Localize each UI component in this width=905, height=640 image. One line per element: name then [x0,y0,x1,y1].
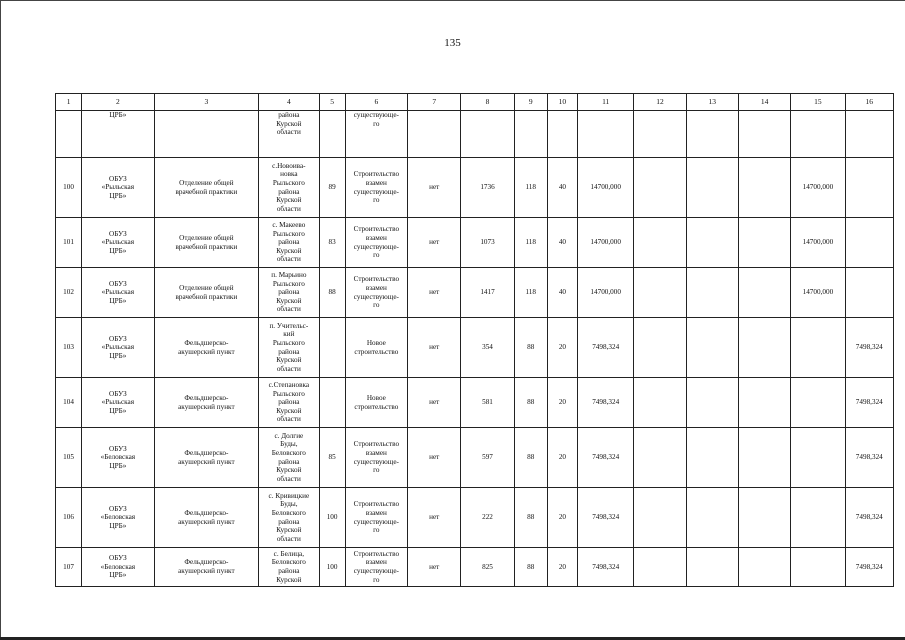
table-cell: нет [408,548,461,587]
header-cell: 16 [845,94,893,111]
amount-cell: 14700,000 [578,268,634,318]
table-cell [56,111,82,158]
table-cell: 88 [514,428,547,488]
work-cell: Новое строительство [345,378,407,428]
table-cell: нет [408,268,461,318]
table-cell: 20 [547,318,577,378]
table-cell: нет [408,428,461,488]
table-cell: 222 [461,488,514,548]
table-cell: 88 [514,318,547,378]
amount-cell: 7498,324 [845,378,893,428]
org-cell: ОБУЗ «Рыльская ЦРБ» [82,378,154,428]
amount-cell [845,268,893,318]
table-cell [738,488,790,548]
page-left-border [0,0,1,640]
object-cell: Фельдшерско- акушерский пункт [154,488,259,548]
header-row [56,94,894,111]
org-cell: ЦРБ» [82,111,154,158]
location-cell: п. Учительс- кий Рыльского района Курской области [259,318,319,378]
table-cell: нет [408,378,461,428]
table-cell [154,111,259,158]
table-cell [686,428,738,488]
amount-cell: 7498,324 [578,488,634,548]
table-cell [578,111,634,158]
table-cell: 581 [461,378,514,428]
work-cell: Строительство взамен существующе- го [345,488,407,548]
amount-cell: 7498,324 [578,548,634,587]
table-body [56,94,894,587]
table-cell [686,111,738,158]
amount-cell: 7498,324 [578,428,634,488]
amount-cell: 14700,000 [791,268,845,318]
amount-cell: 14700,000 [578,158,634,218]
amount-cell [791,428,845,488]
org-cell: ОБУЗ «Рыльская ЦРБ» [82,218,154,268]
object-cell: Отделение общей врачебной практики [154,158,259,218]
table-cell [408,111,461,158]
table-cell: 88 [514,488,547,548]
table-cell [738,158,790,218]
amount-cell [845,218,893,268]
table-cell: 40 [547,158,577,218]
table-cell [319,378,345,428]
table-cell [319,318,345,378]
table-cell: 20 [547,548,577,587]
table-cell: 597 [461,428,514,488]
table-row [56,378,894,428]
table-cell [634,158,686,218]
work-cell: Строительство взамен существующе- го [345,428,407,488]
org-cell: ОБУЗ «Беловская ЦРБ» [82,548,154,587]
table-cell [634,318,686,378]
amount-cell: 7498,324 [578,378,634,428]
location-cell: с. Макеево Рыльского района Курской области [259,218,319,268]
table-cell [547,111,577,158]
work-cell: существующе- го [345,111,407,158]
header-cell: 11 [578,94,634,111]
table-cell [461,111,514,158]
header-cell: 12 [634,94,686,111]
number-cell: 106 [56,488,82,548]
number-cell: 102 [56,268,82,318]
object-cell: Отделение общей врачебной практики [154,218,259,268]
table-cell [634,548,686,587]
header-cell: 10 [547,94,577,111]
table-cell: 118 [514,268,547,318]
table-cell: 354 [461,318,514,378]
table-cell [514,111,547,158]
amount-cell [791,318,845,378]
table-cell: нет [408,318,461,378]
table-cell [738,111,790,158]
object-cell: Фельдшерско- акушерский пункт [154,318,259,378]
number-cell: 104 [56,378,82,428]
org-cell: ОБУЗ «Рыльская ЦРБ» [82,158,154,218]
table-cell [634,378,686,428]
table-cell: 1736 [461,158,514,218]
table-cell [738,428,790,488]
location-cell: с. Кривицкие Буды, Беловского района Курской области [259,488,319,548]
page-number: 135 [444,37,461,49]
table-cell: 825 [461,548,514,587]
header-cell: 4 [259,94,319,111]
work-cell: Строительство взамен существующе- го [345,268,407,318]
table-cell [686,268,738,318]
table-cell [634,218,686,268]
table-cell [791,111,845,158]
table-cell [738,318,790,378]
table-cell: 88 [319,268,345,318]
amount-cell: 7498,324 [845,488,893,548]
table-cell [738,268,790,318]
location-cell: с.Степановка Рыльского района Курской области [259,378,319,428]
work-cell: Строительство взамен существующе- го [345,218,407,268]
work-cell: Строительство взамен существующе- го [345,548,407,587]
table-cell [738,378,790,428]
table-row [56,268,894,318]
table-cell: 88 [514,548,547,587]
table-row [56,158,894,218]
table-cell [686,548,738,587]
table-cell: 85 [319,428,345,488]
org-cell: ОБУЗ «Беловская ЦРБ» [82,488,154,548]
table-row [56,218,894,268]
table-row [56,488,894,548]
table-cell: 1417 [461,268,514,318]
header-cell: 7 [408,94,461,111]
table-cell: 1073 [461,218,514,268]
org-cell: ОБУЗ «Рыльская ЦРБ» [82,318,154,378]
header-cell: 3 [154,94,259,111]
table-cell [686,218,738,268]
table-cell: 20 [547,428,577,488]
object-cell: Фельдшерско- акушерский пункт [154,548,259,587]
table-cell [686,318,738,378]
header-cell: 15 [791,94,845,111]
work-cell: Новое строительство [345,318,407,378]
table-cell [686,378,738,428]
number-cell: 101 [56,218,82,268]
amount-cell [791,548,845,587]
table-row [56,428,894,488]
number-cell: 100 [56,158,82,218]
header-cell: 2 [82,94,154,111]
table-cell: 89 [319,158,345,218]
table-cell: 100 [319,488,345,548]
header-cell: 1 [56,94,82,111]
location-cell: п. Марьино Рыльского района Курской области [259,268,319,318]
org-cell: ОБУЗ «Беловская ЦРБ» [82,428,154,488]
table-cell [634,268,686,318]
header-cell: 8 [461,94,514,111]
table-cell: нет [408,488,461,548]
table-cell: 20 [547,488,577,548]
table-cell: нет [408,158,461,218]
amount-cell [791,488,845,548]
amount-cell: 7498,324 [845,548,893,587]
table-cell [634,111,686,158]
header-cell: 13 [686,94,738,111]
table-cell [845,111,893,158]
amount-cell [791,378,845,428]
number-cell: 103 [56,318,82,378]
header-cell: 6 [345,94,407,111]
table-cell [319,111,345,158]
table-cell: 118 [514,158,547,218]
header-cell: 14 [738,94,790,111]
number-cell: 107 [56,548,82,587]
object-cell: Отделение общей врачебной практики [154,268,259,318]
amount-cell: 14700,000 [791,218,845,268]
object-cell: Фельдшерско- акушерский пункт [154,378,259,428]
table-cell [738,218,790,268]
location-cell: района Курской области [259,111,319,158]
table-cell [634,488,686,548]
table-cell: 88 [514,378,547,428]
table-cell [738,548,790,587]
amount-cell: 7498,324 [845,318,893,378]
header-cell: 5 [319,94,345,111]
table-row [56,548,894,587]
table-cell [686,158,738,218]
amount-cell: 14700,000 [791,158,845,218]
org-cell: ОБУЗ «Рыльская ЦРБ» [82,268,154,318]
page-top-border [0,0,905,1]
amount-cell: 14700,000 [578,218,634,268]
table-cell: 40 [547,218,577,268]
location-cell: с. Долгие Буды, Беловского района Курской области [259,428,319,488]
table-cell: 40 [547,268,577,318]
location-cell: с. Белица, Беловского района Курской [259,548,319,587]
header-cell: 9 [514,94,547,111]
work-cell: Строительство взамен существующе- го [345,158,407,218]
number-cell: 105 [56,428,82,488]
object-cell: Фельдшерско- акушерский пункт [154,428,259,488]
table-cell: 118 [514,218,547,268]
location-cell: с.Новоива- новка Рыльского района Курской области [259,158,319,218]
construction-table [55,93,894,587]
amount-cell [845,158,893,218]
table-cell: 20 [547,378,577,428]
table-cell: нет [408,218,461,268]
table-cell [686,488,738,548]
continuation-row [56,111,894,158]
table-cell: 83 [319,218,345,268]
table-cell [634,428,686,488]
table-row [56,318,894,378]
table-cell: 100 [319,548,345,587]
amount-cell: 7498,324 [845,428,893,488]
amount-cell: 7498,324 [578,318,634,378]
